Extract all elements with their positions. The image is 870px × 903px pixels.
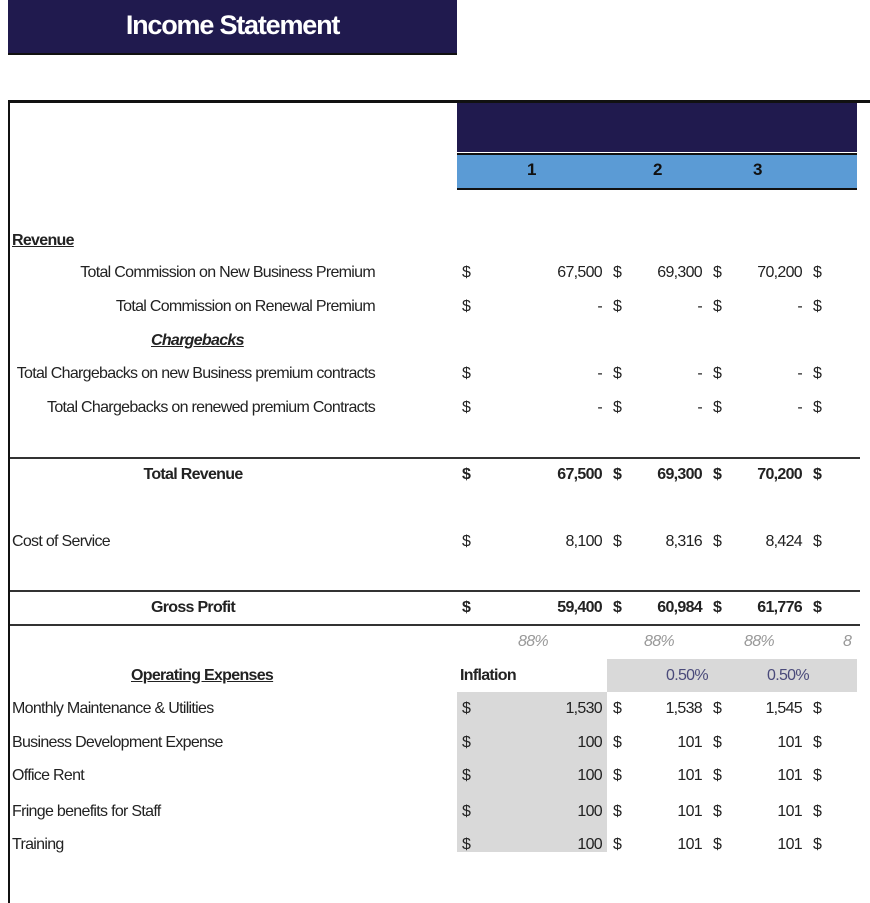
- currency-symbol: $: [613, 365, 622, 382]
- cell-value-period-3[interactable]: 61,776: [757, 599, 802, 616]
- cell-value-period-3[interactable]: -: [797, 399, 802, 416]
- currency-symbol: $: [462, 466, 471, 483]
- cell-value-period-2[interactable]: -: [697, 399, 702, 416]
- cell-value-period-2[interactable]: 69,300: [657, 264, 702, 281]
- currency-symbol: $: [713, 298, 722, 315]
- row-label: Gross Profit: [150, 599, 236, 616]
- cell-value-period-1[interactable]: 8,100: [565, 533, 602, 550]
- currency-symbol: $: [713, 466, 722, 483]
- currency-symbol: $: [813, 298, 822, 315]
- currency-symbol: $: [813, 803, 822, 820]
- inflation-rate-2[interactable]: 0.50%: [666, 667, 708, 684]
- cell-value-period-1[interactable]: 1,530: [565, 700, 602, 717]
- currency-symbol: $: [713, 700, 722, 717]
- cell-value-period-3[interactable]: -: [797, 298, 802, 315]
- gross-margin-2: 88%: [644, 633, 674, 650]
- statement-frame: [8, 100, 870, 903]
- currency-symbol: $: [462, 767, 471, 784]
- currency-symbol: $: [613, 836, 622, 853]
- cell-value-period-1[interactable]: -: [597, 365, 602, 382]
- cell-value-period-2[interactable]: 1,538: [665, 700, 702, 717]
- row-label: Total Revenue: [143, 466, 243, 483]
- cell-value-period-2[interactable]: 69,300: [657, 466, 702, 483]
- gross-margin-4: 8: [843, 633, 852, 650]
- operating-expenses-heading: Operating Expenses: [131, 667, 274, 684]
- currency-symbol: $: [613, 399, 622, 416]
- divider: [10, 590, 860, 592]
- currency-symbol: $: [813, 767, 822, 784]
- currency-symbol: $: [462, 599, 471, 616]
- cell-value-period-1[interactable]: 100: [577, 767, 602, 784]
- cell-value-period-2[interactable]: 101: [677, 734, 702, 751]
- cell-value-period-2[interactable]: 101: [677, 803, 702, 820]
- currency-symbol: $: [713, 836, 722, 853]
- cell-value-period-2[interactable]: 101: [677, 767, 702, 784]
- cell-value-period-3[interactable]: 8,424: [765, 533, 802, 550]
- currency-symbol: $: [813, 365, 822, 382]
- divider: [10, 457, 860, 459]
- cell-value-period-2[interactable]: 60,984: [657, 599, 702, 616]
- currency-symbol: $: [462, 700, 471, 717]
- cell-value-period-3[interactable]: 101: [777, 836, 802, 853]
- currency-symbol: $: [462, 533, 471, 550]
- chargebacks-heading: Chargebacks: [151, 332, 244, 349]
- currency-symbol: $: [613, 466, 622, 483]
- row-label: Total Chargebacks on new Business premium contracts: [16, 365, 375, 382]
- row-label: Total Commission on Renewal Premium: [115, 298, 375, 315]
- cell-value-period-3[interactable]: 70,200: [757, 264, 802, 281]
- currency-symbol: $: [713, 599, 722, 616]
- divider: [10, 624, 860, 626]
- cell-value-period-1[interactable]: 100: [577, 803, 602, 820]
- currency-symbol: $: [613, 298, 622, 315]
- currency-symbol: $: [813, 734, 822, 751]
- currency-symbol: $: [613, 264, 622, 281]
- inflation-input-area: [607, 659, 857, 692]
- cell-value-period-1[interactable]: 100: [577, 734, 602, 751]
- title-bar: [8, 0, 457, 55]
- cell-value-period-2[interactable]: -: [697, 365, 702, 382]
- currency-symbol: $: [813, 399, 822, 416]
- cell-value-period-1[interactable]: 100: [577, 836, 602, 853]
- currency-symbol: $: [813, 264, 822, 281]
- period-header-band: [457, 103, 857, 152]
- cell-value-period-3[interactable]: 101: [777, 803, 802, 820]
- row-label: Total Commission on New Business Premium: [80, 264, 375, 281]
- gross-margin-1: 88%: [518, 633, 548, 650]
- period-2-header: 2: [653, 160, 663, 179]
- cell-value-period-3[interactable]: 101: [777, 734, 802, 751]
- currency-symbol: $: [813, 533, 822, 550]
- row-label: Fringe benefits for Staff: [12, 803, 161, 820]
- currency-symbol: $: [713, 533, 722, 550]
- currency-symbol: $: [713, 803, 722, 820]
- cell-value-period-3[interactable]: 70,200: [757, 466, 802, 483]
- currency-symbol: $: [613, 599, 622, 616]
- row-label: Training: [12, 836, 64, 853]
- gross-margin-3: 88%: [744, 633, 774, 650]
- currency-symbol: $: [613, 734, 622, 751]
- row-label: Business Development Expense: [12, 734, 223, 751]
- currency-symbol: $: [713, 767, 722, 784]
- currency-symbol: $: [813, 466, 822, 483]
- row-label: Total Chargebacks on renewed premium Contracts: [47, 399, 375, 416]
- currency-symbol: $: [462, 734, 471, 751]
- cell-value-period-1[interactable]: 59,400: [557, 599, 602, 616]
- cell-value-period-3[interactable]: 101: [777, 767, 802, 784]
- row-label: Office Rent: [12, 767, 85, 784]
- currency-symbol: $: [462, 803, 471, 820]
- cell-value-period-1[interactable]: 67,500: [557, 264, 602, 281]
- currency-symbol: $: [462, 836, 471, 853]
- currency-symbol: $: [813, 836, 822, 853]
- period-1-header: 1: [527, 160, 537, 179]
- currency-symbol: $: [713, 365, 722, 382]
- revenue-heading: Revenue: [12, 232, 74, 249]
- cell-value-period-1[interactable]: -: [597, 298, 602, 315]
- cell-value-period-2[interactable]: 101: [677, 836, 702, 853]
- currency-symbol: $: [713, 734, 722, 751]
- currency-symbol: $: [613, 533, 622, 550]
- cell-value-period-2[interactable]: -: [697, 298, 702, 315]
- currency-symbol: $: [462, 365, 471, 382]
- currency-symbol: $: [462, 399, 471, 416]
- page-title: Income Statement: [125, 10, 340, 40]
- currency-symbol: $: [613, 767, 622, 784]
- row-label: Monthly Maintenance & Utilities: [12, 700, 214, 717]
- currency-symbol: $: [713, 264, 722, 281]
- cell-value-period-1[interactable]: -: [597, 399, 602, 416]
- cell-value-period-2[interactable]: 8,316: [665, 533, 702, 550]
- currency-symbol: $: [613, 700, 622, 717]
- row-label: Cost of Service: [12, 533, 110, 550]
- cell-value-period-3[interactable]: -: [797, 365, 802, 382]
- currency-symbol: $: [713, 399, 722, 416]
- currency-symbol: $: [462, 264, 471, 281]
- cell-value-period-1[interactable]: 67,500: [557, 466, 602, 483]
- currency-symbol: $: [462, 298, 471, 315]
- currency-symbol: $: [813, 700, 822, 717]
- currency-symbol: $: [613, 803, 622, 820]
- cell-value-period-3[interactable]: 1,545: [765, 700, 802, 717]
- period-3-header: 3: [753, 160, 763, 179]
- inflation-rate-3[interactable]: 0.50%: [767, 667, 809, 684]
- currency-symbol: $: [813, 599, 822, 616]
- inflation-label: Inflation: [460, 667, 516, 684]
